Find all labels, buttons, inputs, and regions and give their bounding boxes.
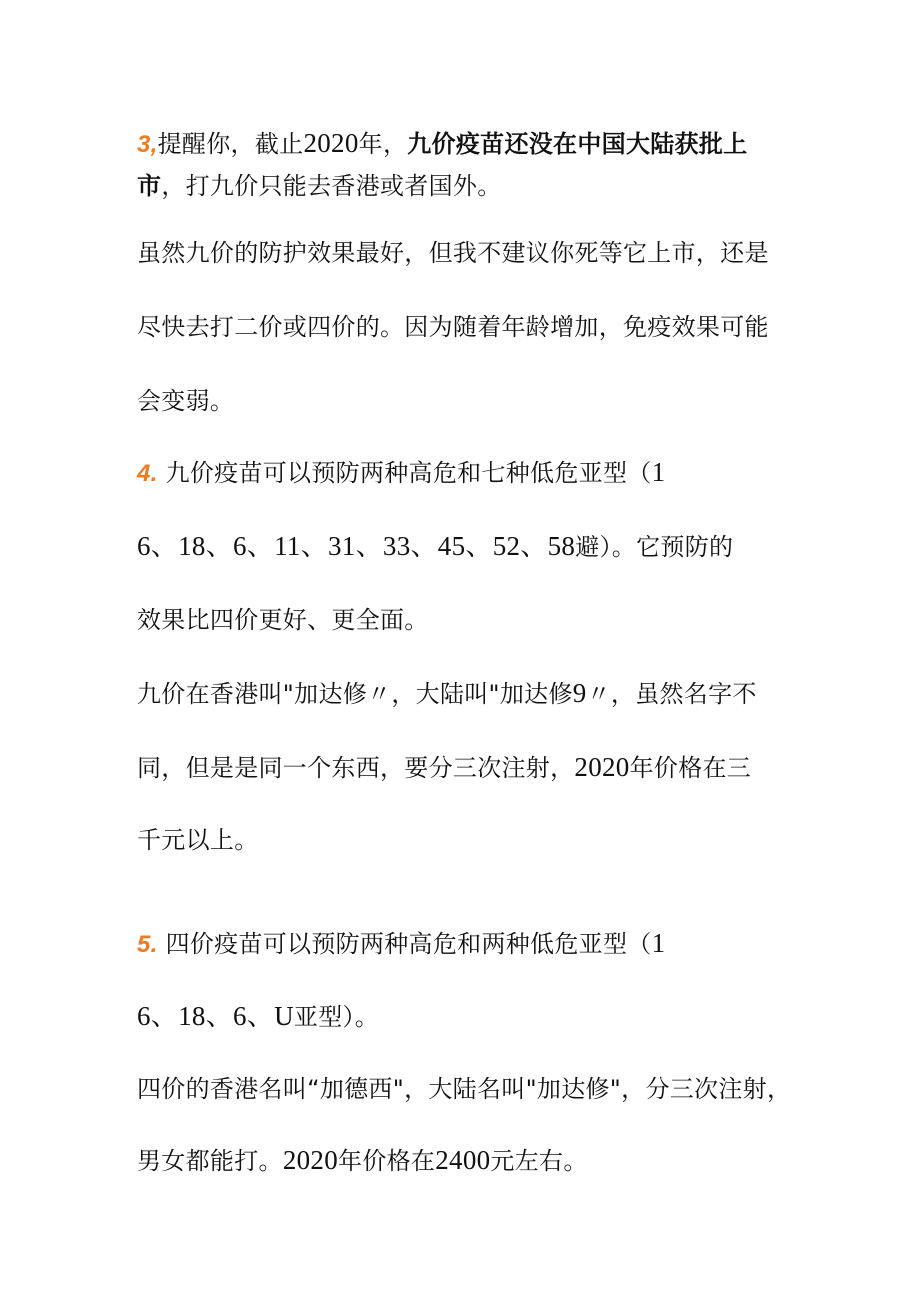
year: 2020 — [303, 128, 359, 158]
text: 年价格在三 — [629, 754, 752, 782]
price: 2400 — [435, 1145, 491, 1175]
section-number: 5. — [137, 931, 158, 958]
text: ，打九价只能去香港或者国外。 — [161, 172, 502, 200]
section-3-line-1 — [137, 127, 797, 161]
text: 九价在香港叫"加达修〃，大陆叫"加达修 — [137, 680, 573, 708]
text: 提醒你，截止 — [157, 130, 304, 158]
subtype-numbers: 6、18、6、U — [137, 1001, 294, 1031]
paragraph-2-line-3: 千元以上。 — [137, 826, 259, 854]
number: 1 — [651, 928, 666, 958]
text: 元左右。 — [490, 1147, 588, 1175]
section-5-line-2 — [137, 1000, 797, 1033]
subtype-numbers: 6、18、6、11、31、33、45、52、58 — [137, 531, 576, 561]
section-5-line-1 — [137, 927, 797, 961]
text: 亚型）。 — [293, 1003, 380, 1031]
text: 年价格在 — [338, 1147, 436, 1175]
section-4-line-3: 效果比四价更好、更全面。 — [137, 606, 429, 634]
year: 2020 — [574, 752, 630, 782]
section-4-line-2 — [137, 530, 797, 563]
text: 四价疫苗可以预防两种高危和两种低危亚型（ — [165, 930, 652, 958]
text: 避）。它预防的 — [575, 533, 734, 561]
paragraph-3-line-1: 四价的香港名叫“加德西"，大陆名叫"加达修"，分三次注射， — [137, 1075, 792, 1103]
number: 1 — [651, 457, 666, 487]
section-4-line-1 — [137, 456, 797, 490]
paragraph-2-line-1 — [137, 677, 797, 710]
text: 同，但是是同一个东西，要分三次注射， — [137, 754, 575, 782]
paragraph-1-line-1: 虽然九价的防护效果最好，但我不建议你死等它上市，还是 — [137, 239, 769, 267]
text: 〃，虽然名字不 — [586, 680, 757, 708]
year: 2020 — [282, 1145, 339, 1175]
paragraph-2-line-2 — [137, 751, 797, 784]
text: 九价疫苗可以预防两种高危和七种低危亚型（ — [165, 459, 652, 487]
bold-text: 九价疫苗还没在中国大陆获批上 — [407, 130, 748, 158]
bold-text: 市 — [137, 172, 162, 200]
paragraph-3-line-2 — [137, 1144, 797, 1177]
number: 9 — [572, 678, 587, 708]
text: 年， — [358, 130, 408, 158]
text: 男女都能打。 — [137, 1147, 283, 1175]
paragraph-1-line-2: 尽快去打二价或四价的。因为随着年龄增加，免疫效果可能 — [137, 313, 769, 341]
section-number: 3, — [137, 131, 158, 158]
section-3-line-2 — [137, 170, 797, 202]
paragraph-1-line-3: 会变弱。 — [137, 387, 235, 415]
section-number: 4. — [137, 460, 158, 487]
